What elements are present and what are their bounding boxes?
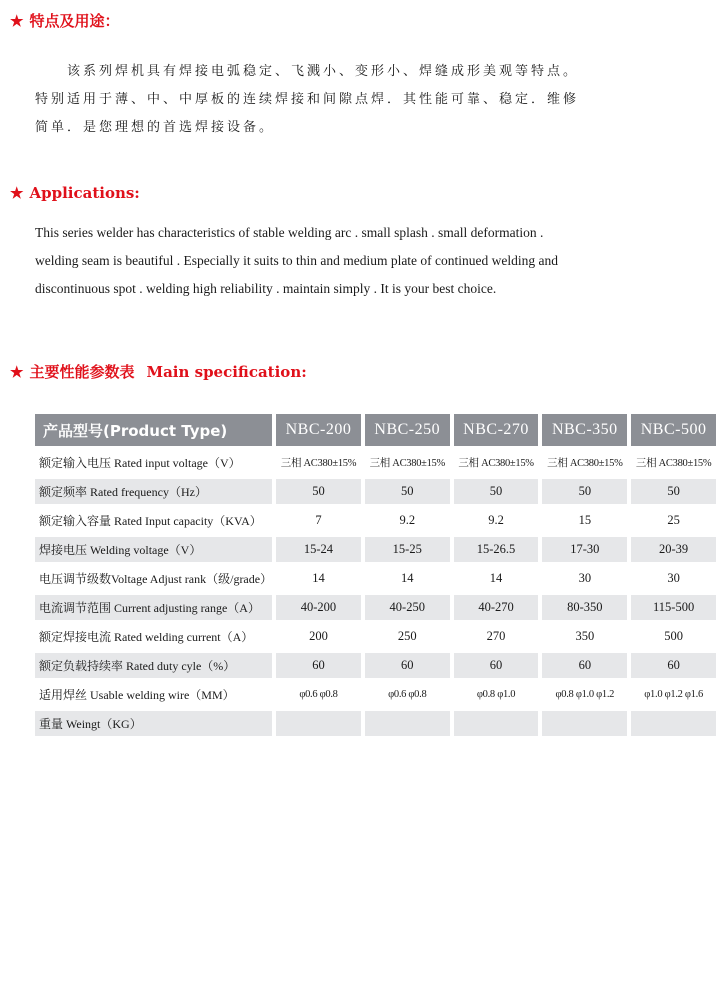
model-header: NBC-270	[454, 414, 539, 446]
table-row	[35, 653, 716, 678]
table-cell: 30	[578, 571, 592, 585]
table-cell: 15-25	[365, 537, 450, 562]
table-cell: 60	[542, 653, 627, 678]
table-cell	[631, 711, 716, 736]
product-type-header: 产品型号(Product Type)	[35, 414, 272, 446]
table-cell: 50	[454, 479, 539, 504]
table-cell: 17-30	[542, 537, 627, 562]
applications-line: discontinuous spot . welding high reliability . maintain simply . It is your best choice.	[35, 281, 497, 296]
table-cell: 40-250	[365, 595, 450, 620]
row-label: 电压调节级数Voltage Adjust rank（级/grade）	[39, 572, 273, 586]
table-cell: 50	[631, 479, 716, 504]
table-header-row	[35, 414, 716, 446]
table-cell: 三相 AC380±15%	[635, 458, 712, 469]
table-cell: 270	[486, 629, 506, 643]
spec-title-en: Main specification:	[146, 363, 307, 381]
table-cell	[542, 711, 627, 736]
applications-line: This series welder has characteristics of stable welding arc . small splash . small deformation .	[35, 225, 544, 240]
features-paragraph	[35, 58, 695, 142]
table-cell: 115-500	[631, 595, 716, 620]
spec-heading	[10, 361, 307, 382]
features-line: 该系列焊机具有焊接电弧稳定、飞溅小、变形小、焊缝成形美观等特点。	[67, 64, 580, 79]
table-cell: 40-200	[276, 595, 361, 620]
table-cell: 15-26.5	[454, 537, 539, 562]
row-label: 额定输入容量 Rated Input capacity（KVA）	[39, 514, 262, 528]
table-cell: 14	[312, 571, 325, 585]
applications-paragraph	[35, 219, 695, 303]
applications-title: Applications:	[29, 184, 140, 202]
model-header: NBC-500	[631, 414, 716, 446]
star-icon: ★	[10, 12, 24, 30]
features-line: 特别适用于薄、中、中厚板的连续焊接和间隙点焊．其性能可靠、稳定．维修	[35, 92, 580, 107]
table-cell: 14	[401, 571, 414, 585]
row-label: 额定频率 Rated frequency（Hz）	[35, 479, 272, 504]
table-cell: 500	[664, 629, 683, 643]
features-line: 简单．是您理想的首选焊接设备。	[35, 120, 276, 135]
model-header: NBC-350	[542, 414, 627, 446]
table-row	[35, 595, 716, 620]
star-icon: ★	[10, 363, 24, 381]
table-cell: 200	[309, 629, 328, 643]
table-cell: φ1.0 φ1.2 φ1.6	[644, 689, 703, 700]
features-heading	[10, 10, 119, 31]
features-title: 特点及用途：	[29, 12, 120, 30]
table-cell: φ0.8 φ1.0 φ1.2	[555, 689, 615, 700]
row-label: 焊接电压 Welding voltage（V）	[35, 537, 272, 562]
table-cell: 20-39	[631, 537, 716, 562]
table-cell: 9.2	[399, 513, 416, 527]
table-cell: 25	[667, 513, 680, 527]
row-label: 重量 Weingt（KG）	[35, 711, 272, 736]
table-cell	[365, 711, 450, 736]
table-cell: 40-270	[454, 595, 539, 620]
table-cell: 80-350	[542, 595, 627, 620]
table-cell: φ0.6 φ0.8	[388, 689, 427, 700]
table-cell: 7	[315, 513, 322, 527]
table-cell: 50	[542, 479, 627, 504]
table-cell: 50	[276, 479, 361, 504]
star-icon: ★	[10, 184, 24, 202]
table-cell: 14	[489, 571, 503, 585]
table-cell: 三相 AC380±15%	[547, 458, 623, 469]
table-cell: 三相 AC380±15%	[369, 458, 445, 469]
table-cell: φ0.6 φ0.8	[299, 689, 338, 700]
row-label: 额定输入电压 Rated input voltage（V）	[39, 456, 241, 470]
table-row	[35, 479, 716, 504]
table-cell	[454, 711, 539, 736]
row-label: 电流调节范围 Current adjusting range（A）	[35, 595, 272, 620]
row-label: 额定负载持续率 Rated duty cyle（%）	[35, 653, 272, 678]
table-row	[35, 682, 716, 707]
row-label: 额定焊接电流 Rated welding current（A）	[39, 630, 254, 644]
table-cell: 60	[454, 653, 539, 678]
table-cell: 350	[575, 629, 595, 643]
table-row	[35, 711, 716, 736]
table-cell	[276, 711, 361, 736]
model-header: NBC-250	[365, 414, 450, 446]
applications-line: welding seam is beautiful . Especially it suits to thin and medium plate of continued welding and	[35, 253, 559, 268]
table-row	[35, 508, 716, 533]
table-cell: 15-24	[276, 537, 361, 562]
model-header: NBC-200	[276, 414, 361, 446]
table-row	[35, 450, 716, 475]
table-cell: 60	[631, 653, 716, 678]
row-label: 适用焊丝 Usable welding wire（MM）	[39, 688, 235, 702]
table-row	[35, 537, 716, 562]
spec-table	[31, 410, 720, 740]
table-cell: 50	[365, 479, 450, 504]
table-row	[35, 624, 716, 649]
spec-title-cn: 主要性能参数表	[29, 363, 135, 381]
table-cell: 60	[276, 653, 361, 678]
table-cell: 三相 AC380±15%	[458, 458, 534, 469]
table-cell: 15	[578, 513, 592, 527]
table-cell: 9.2	[488, 513, 504, 527]
table-cell: 60	[365, 653, 450, 678]
table-cell: 250	[397, 629, 417, 643]
table-cell: 30	[667, 571, 680, 585]
table-cell: φ0.8 φ1.0	[476, 689, 516, 700]
table-cell: 三相 AC380±15%	[280, 458, 357, 469]
table-row	[35, 566, 716, 591]
applications-heading	[10, 184, 140, 202]
